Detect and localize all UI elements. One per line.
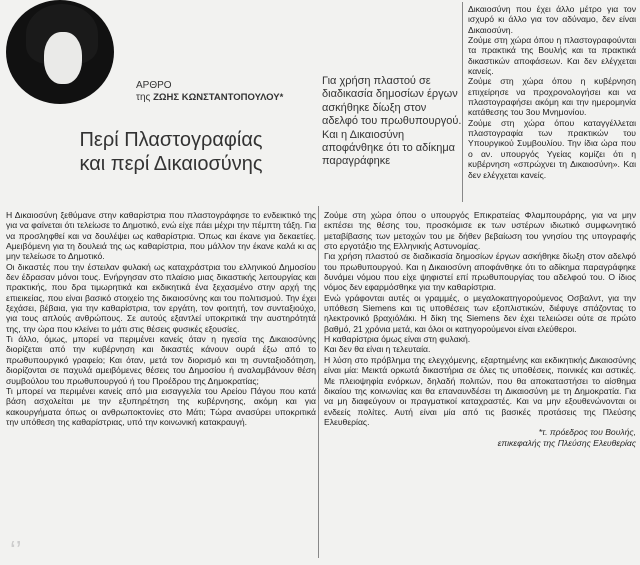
title-line-2: και περί Δικαιοσύνης bbox=[79, 153, 263, 175]
byline-author: ΖΩΗΣ ΚΩΝΣΤΑΝΤΟΠΟΥΛΟΥ* bbox=[153, 92, 284, 103]
top-right-column bbox=[468, 4, 636, 180]
article-title bbox=[26, 128, 316, 176]
signature-line-2: επικεφαλής της Πλεύσης Ελευθερίας bbox=[497, 437, 636, 448]
paragraph: Δικαιοσύνη που έχει άλλο μέτρο για τον ισχυρό κι άλλο για τον αδύναμο, δεν είναι Δικαιοσύνη. bbox=[468, 4, 636, 35]
quote-watermark: ‘’ bbox=[10, 535, 22, 565]
author-photo bbox=[6, 0, 114, 104]
paragraph: Ζούμε στη χώρα όπου ο υπουργός Επικρατείας Φλαμπουράρης, για να μην εκπέσει της θέσης του, προσκόμισε εκ των υστέρων ιδιωτικό συμφωνητικό μεταβίβασης των μετοχών του με δήθεν βεβαίωση του γνησίου της υπογραφής στο εργοτάξιο της Ελληνικής Αστυνομίας. bbox=[324, 210, 636, 252]
paragraph: Οι δικαστές που την έστειλαν φυλακή ως καταχράστρια του ελληνικού Δημοσίου δεν έδρασαν μόνοι τους. Ενήργησαν στο πλαίσιο μιας δικαστικής λειτουργίας και πρακτικής, που δρα τιμωρητικά και εκδικητικά ένα ξεχασμένο στην αρχή της επιεικείας, που είναι βασικό στοιχείο της δικαιοσύνης και του πολιτισμού. Την έχει ξεχάσει, βέβαια, για την καθαρίστρια, τον εργάτη, τον φοιτητή, τον συνταξιούχο, για τους απλούς ανθρώπους. Σε αυτούς εξαντλεί υποκριτικά την αυστηρότητά της, την ώρα που κλείνει το μάτι στις θέσεις φυσικές εξουσίες. bbox=[6, 261, 316, 334]
paragraph: Ζούμε στη χώρα όπου η πλαστογραφούνται τα πρακτικά της Βουλής και τα πρακτικά δικαστικών αποφάσεων. Και δεν ελέγχεται κανείς. bbox=[468, 35, 636, 77]
signature-line-1: *τ. πρόεδρος του Βουλής, bbox=[538, 427, 636, 438]
byline bbox=[136, 80, 283, 104]
body-divider bbox=[318, 206, 319, 558]
column-divider bbox=[462, 2, 463, 202]
title-line-1: Περί Πλαστογραφίας bbox=[79, 129, 263, 151]
signature bbox=[324, 427, 636, 448]
pull-quote: Για χρήση πλαστού σε διαδικασία δημοσίων έργων ασκήθηκε δίωξη στον αδελφό του πρωθυπουργού. Και η Δικαιοσύνη αποφάνθηκε ότι το αδίκημα παραγράφηκε bbox=[322, 75, 462, 168]
paragraph: Η λύση στο πρόβλημα της ελεγχόμενης, εξαρτημένης και εκδικητικής Δικαιοσύνης είναι μία: Μεικτά ορκωτά δικαστήρια σε όλες τις υποθέσεις, ποινικές και αστικές. Με πλειοψηφία ενόρκων, δηλαδή πολιτών, που θα αποκαταστήσει το αίσθημα δικαίου της κοινωνίας και θα επαναυνδέσει τη Δικαιοσύνη με τη Δημοκρατία. Για να μη διαφεύγουν οι πραγματικοί καταχραστές. Και να μην εξουθενώνονται οι ενδεείς πολίτες. Αυτή είναι μία από τις βασικές προτάσεις της Πλεύσης Ελευθερίας. bbox=[324, 354, 636, 427]
paragraph: Η Δικαιοσύνη ξεθύμανε στην καθαρίστρια που πλαστογράφησε το ενδεικτικό της για να φαίνεται ότι τελείωσε το Δημοτικό, ενώ είχε πάει μέχρι την πέμπτη τάξη. Για να προσληφθεί και να δουλέψει ως καθαρίστρια. Όπως και έκανε για δεκαετίες. Αμειβόμενη για τη δουλειά της ως καθαρίστρια, που μάλλον την έκανε καλά κι ας μην τελείωσε το Δημοτικό. bbox=[6, 210, 316, 262]
left-body-column bbox=[6, 210, 316, 427]
paragraph: Η καθαρίστρια όμως είναι στη φυλακή. bbox=[324, 334, 471, 345]
paragraph: Και δεν θα είναι η τελευταία. bbox=[324, 344, 431, 355]
paragraph: Για χρήση πλαστού σε διαδικασία δημοσίων έργων ασκήθηκε δίωξη στον αδελφό του πρωθυπουργού. Και η Δικαιοσύνη αποφάνθηκε ότι το αδίκημα παραγράφηκε δυνάμει νόμου που είχε ψηφιστεί επί πρωθυπουργίας του αδελφού του. Ο ίδιος νόμος δεν εφαρμόσθηκε για την καθαρίστρια. bbox=[324, 251, 636, 293]
paragraph: Ενώ γράφονται αυτές οι γραμμές, ο μεγαλοκατηγορούμενος Οσβαλντ, για την υπόθεση Siemens και τις υποθέσεις των εξοπλιστικών, διέφυγε σπάζοντας το ηλεκτρονικό βραχιόλάκι. Η δίκη της Siemens δεν έχει τελειώσει ούτε σε πρώτο βαθμό, 21 χρόνια μετά, και όλοι οι κατηγορούμενοι είναι ελεύθεροι. bbox=[324, 292, 636, 334]
paragraph: Ζούμε στη χώρα όπου καταγγέλλεται πλαστογραφία των πρακτικών του Υπουργικού Συμβουλίου. Την ίδια ώρα που ο αν. υπουργός Υγείας κομίζει ότι η κυβέρνηση «σπρώχνει τη Δικαιοσύνη». Και δεν ελέγχεται κανείς. bbox=[468, 117, 636, 180]
paragraph: Ζούμε στη χώρα όπου η κυβέρνηση επιχείρησε να προχρονολογήσει και να πλαστογραφήσει ακόμη και την ημερομηνία κατάθεσης του 3ου Μνημονίου. bbox=[468, 76, 636, 118]
byline-label: ΑΡΘΡΟ bbox=[136, 80, 172, 91]
paragraph: Τι μπορεί να περιμένει κανείς από μια εισαγγελία του Αρείου Πάγου που κατά βάση ασχολείται με την εξυπηρέτηση της κυβέρνησης, ακόμη και για κακουργήματα όπως οι ανθρωποκτονίες στο Μάτι; Τώρα ανασύρει υποκριτικά την υπόθεση της καθαρίστριας, υπό την κοινωνική κατακραυγή. bbox=[6, 385, 316, 427]
right-body-column bbox=[324, 210, 636, 448]
byline-prefix: της bbox=[136, 92, 151, 103]
paragraph: Τι άλλο, όμως, μπορεί να περιμένει κανείς όταν η ηγεσία της Δικαιοσύνης διορίζεται από την κυβέρνηση και δικαστές κάνουν ουρά έξω από το πρωθυπουργικό γραφείο; Και όταν, μετά τον διορισμό και τη συνταξιοδότηση, διορίζονται σε παχυλά αμειβόμενες θέσεις του Δημοσίου ή αναλαμβάνουν θέση συμβούλου του πρωθυπουργού ή του Προέδρου της Δημοκρατίας; bbox=[6, 334, 316, 386]
